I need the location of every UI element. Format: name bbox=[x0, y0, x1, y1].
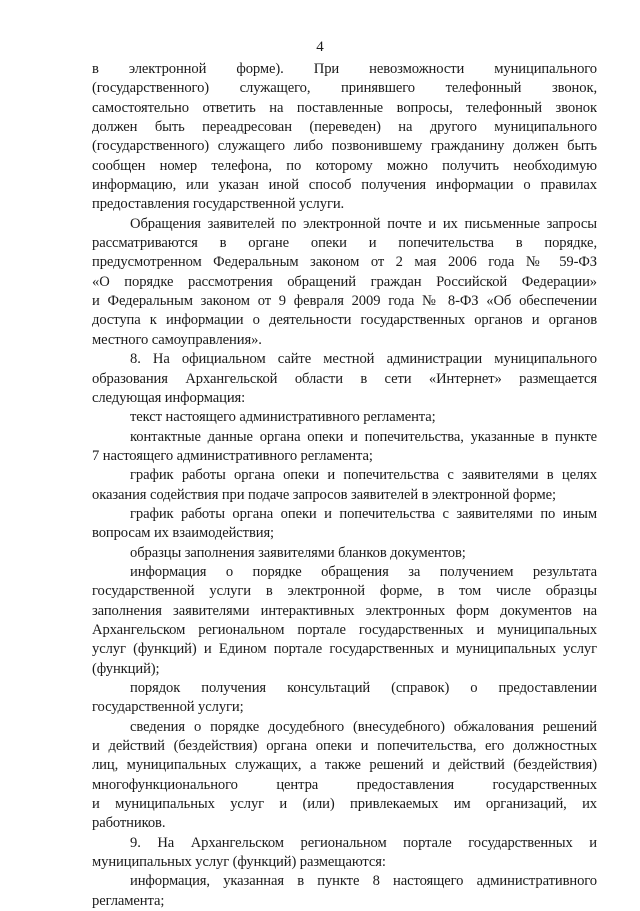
text-line: многофункционального центра предоставления государственных bbox=[92, 776, 597, 793]
text-line: образцы заполнения заявителями бланков документов; bbox=[130, 544, 466, 561]
text-line: и Федеральным законом от 9 февраля 2009 года № 8-ФЗ «Об обеспечении bbox=[92, 293, 597, 310]
text-line: предусмотренном Федеральным законом от 2 мая 2006 года № 59-ФЗ bbox=[92, 254, 597, 271]
text-line: и действий (бездействия) органа опеки и попечительства, его должностных bbox=[92, 738, 597, 755]
document-body-text bbox=[92, 60, 597, 911]
text-line: информация, указанная в пункте 8 настоящего административного bbox=[130, 873, 597, 890]
text-line: график работы органа опеки и попечительства с заявителями в целях bbox=[130, 467, 597, 484]
text-line: текст настоящего административного регламента; bbox=[130, 409, 436, 426]
text-line: 9. На Архангельском региональном портале государственных и bbox=[130, 834, 597, 851]
text-line: Обращения заявителей по электронной почте и их письменные запросы bbox=[130, 215, 597, 232]
text-line: заполнения заявителями интерактивных электронных форм документов на bbox=[92, 602, 597, 619]
text-line: вопросам их взаимодействия; bbox=[92, 525, 275, 542]
text-line: государственной услуги в электронной форме, в том числе образцы bbox=[92, 583, 597, 600]
text-line: самостоятельно ответить на поставленные вопросы, телефонный звонок bbox=[92, 99, 597, 116]
text-line: (государственного) служащего, принявшего телефонный звонок, bbox=[92, 80, 597, 97]
text-line: услуг (функций) и Едином портале государственных и муниципальных услуг bbox=[92, 641, 597, 658]
text-line: рассматриваются в органе опеки и попечительства в порядке, bbox=[92, 235, 597, 252]
text-line: образования Архангельской области в сети «Интернет» размещается bbox=[92, 370, 597, 387]
text-line: предоставления государственной услуги. bbox=[92, 196, 345, 213]
text-line: должен быть переадресован (переведен) на другого муниципального bbox=[92, 119, 597, 136]
text-line: 8. На официальном сайте местной администрации муниципального bbox=[130, 351, 597, 368]
text-line: лиц, муниципальных служащих, а также решений и действий (бездействия) bbox=[92, 757, 597, 774]
text-line: государственной услуги; bbox=[92, 699, 244, 716]
text-line: и муниципальных услуг и (или) привлекаемых им организаций, их bbox=[92, 796, 597, 813]
text-line: информация о порядке обращения за получением результата bbox=[130, 563, 597, 580]
text-line: график работы органа опеки и попечительства с заявителями по иным bbox=[130, 505, 597, 522]
text-line: работников. bbox=[92, 815, 166, 832]
text-line: «О порядке рассмотрения обращений граждан Российской Федерации» bbox=[92, 273, 597, 290]
text-line: в электронной форме). При невозможности муниципального bbox=[92, 61, 597, 77]
text-line: порядок получения консультаций (справок) о предоставлении bbox=[130, 680, 597, 696]
text-line: оказания содействия при подаче запросов заявителей в электронной форме; bbox=[92, 486, 556, 503]
text-line: сведения о порядке досудебного (внесудебного) обжалования решений bbox=[130, 718, 597, 735]
text-line: информацию, или указан иной способ получения информации о правилах bbox=[92, 177, 597, 194]
text-line: доступа к информации о деятельности государственных органов и органов bbox=[92, 312, 597, 329]
text-line: сообщен номер телефона, по которому можно получить необходимую bbox=[92, 157, 597, 174]
page-number: 4 bbox=[316, 39, 324, 55]
text-line: контактные данные органа опеки и попечительства, указанные в пункте bbox=[130, 428, 597, 445]
text-line: местного самоуправления». bbox=[92, 331, 262, 348]
text-line: (государственного) служащего либо позвонившему гражданину должен быть bbox=[92, 138, 597, 155]
text-line: следующая информация: bbox=[92, 389, 246, 406]
text-line: (функций); bbox=[92, 660, 160, 677]
text-line: муниципальных услуг (функций) размещаются: bbox=[92, 854, 386, 871]
text-line: 7 настоящего административного регламента; bbox=[92, 447, 373, 464]
text-line: регламента; bbox=[92, 892, 165, 909]
text-line: Архангельском региональном портале государственных и муниципальных bbox=[92, 621, 597, 638]
